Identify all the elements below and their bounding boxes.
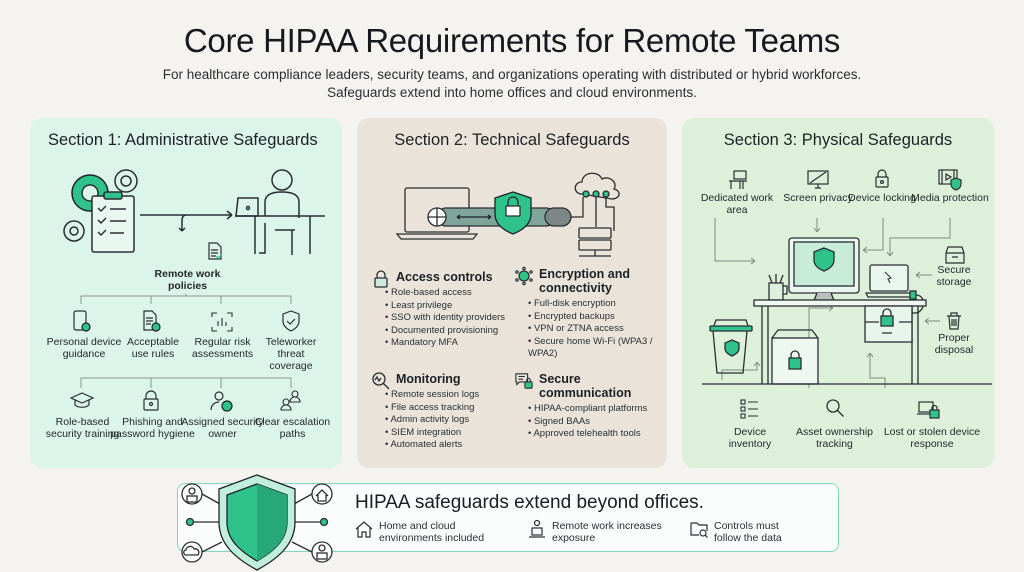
- shield-network-emblem: [172, 472, 342, 572]
- list-item: • Secure home Wi-Fi (WPA3 / WPA2): [528, 336, 665, 361]
- section1-title: Section 1: Administrative Safeguards: [48, 131, 318, 149]
- gears-clipboard-icon: [60, 168, 360, 278]
- row2-label: Phishing and password hygiene: [110, 416, 195, 440]
- bottom-label: Lost or stolen device response: [883, 426, 981, 450]
- banner-item-label: Controls must follow the data: [714, 520, 782, 544]
- graduation-cap-icon: [70, 392, 94, 410]
- page-subtitle: [0, 66, 1024, 102]
- group-title: Access controls: [396, 270, 493, 284]
- physical-safeguards-panel: [682, 118, 994, 468]
- laptop-lock-icon: [916, 400, 940, 420]
- banner-item-follow-data: [690, 520, 794, 544]
- subtitle-line-2: Safeguards extend into home offices and cloud environments.: [327, 85, 697, 100]
- top-label: Media protection: [911, 192, 989, 204]
- page-title: Core HIPAA Requirements for Remote Teams: [183, 22, 841, 59]
- remote-work-policies-label: Remote work policies: [154, 268, 221, 292]
- list-item: • Documented provisioning: [385, 325, 522, 338]
- bottom-label: Asset ownership tracking: [795, 426, 874, 450]
- scan-chart-icon: [211, 312, 233, 332]
- magnifier-pulse-icon: [372, 372, 390, 390]
- encryption-group: [515, 267, 665, 361]
- secure-communication-group: [515, 372, 665, 441]
- list-item: • Role-based access: [385, 287, 522, 300]
- group-title: Secure communication: [539, 372, 632, 400]
- secure-tunnel-illustration: [397, 168, 637, 258]
- list-item: • Admin activity logs: [385, 414, 522, 427]
- row2-label: Assigned security owner: [181, 416, 264, 440]
- list-item: • SIEM integration: [385, 427, 522, 440]
- row1-label: Personal device guidance: [46, 336, 122, 360]
- list-item: • Approved telehealth tools: [528, 428, 665, 441]
- shield-check-icon: [281, 310, 301, 332]
- banner-item-label: Home and cloud environments included: [379, 520, 485, 544]
- padlock-icon: [372, 270, 390, 288]
- user-check-icon: [210, 390, 234, 412]
- top-label: Screen privacy: [783, 192, 853, 204]
- top-label: Device locking: [848, 192, 916, 204]
- tree-connector-row2: [50, 376, 320, 391]
- subtitle-line-1: For healthcare compliance leaders, security teams, and organizations operating with distributed or hybrid workforces.: [162, 67, 862, 82]
- right-label: Secure storage: [936, 264, 972, 288]
- padlock-icon: [874, 169, 890, 189]
- storage-box-icon: [945, 246, 965, 264]
- list-item: • Signed BAAs: [528, 416, 665, 429]
- row1-label: Teleworker threat coverage: [265, 336, 317, 372]
- tree-connector-row1: [50, 294, 320, 309]
- banner-title: HIPAA safeguards extend beyond offices.: [355, 492, 704, 513]
- list-item: • Encrypted backups: [528, 311, 665, 324]
- administrative-safeguards-panel: [30, 118, 342, 468]
- remote-worker-icon: [528, 520, 546, 538]
- list-item: • Least privilege: [385, 300, 522, 313]
- row2-label: Role-based security training: [45, 416, 120, 440]
- users-icon: [280, 390, 302, 412]
- document-check-icon: [207, 242, 223, 260]
- banner-item-remote-work: [528, 520, 662, 544]
- section2-title: Section 2: Technical Safeguards: [394, 131, 630, 149]
- row1-label: Regular risk assessments: [191, 336, 254, 360]
- list-item: • VPN or ZTNA access: [528, 323, 665, 336]
- list-item: • HIPAA-compliant platforms: [528, 403, 665, 416]
- technical-safeguards-panel: [357, 118, 667, 468]
- magnifier-icon: [825, 398, 845, 418]
- desk-icon: [728, 170, 748, 190]
- padlock-icon: [142, 390, 160, 412]
- access-controls-group: [372, 270, 522, 350]
- list-item: • Remote session logs: [385, 389, 522, 402]
- folder-search-icon: [690, 520, 708, 538]
- film-shield-icon: [938, 168, 962, 190]
- right-label: Proper disposal: [934, 332, 974, 356]
- list-item: • File access tracking: [385, 402, 522, 415]
- monitor-slash-icon: [807, 170, 829, 190]
- banner-item-home-cloud: [355, 520, 499, 544]
- row2-label: Clear escalation paths: [254, 416, 331, 440]
- chat-lock-icon: [515, 372, 533, 390]
- home-icon: [355, 520, 373, 538]
- list-item: • Mandatory MFA: [385, 337, 522, 350]
- checklist-icon: [740, 399, 760, 419]
- banner-item-label: Remote work increases exposure: [552, 520, 662, 544]
- row1-label: Acceptable use rules: [127, 336, 179, 360]
- list-item: • Full-disk encryption: [528, 298, 665, 311]
- trash-icon: [946, 312, 962, 330]
- phone-check-icon: [73, 310, 91, 332]
- group-title: Monitoring: [396, 372, 461, 386]
- monitoring-group: [372, 372, 522, 452]
- section3-title: Section 3: Physical Safeguards: [723, 131, 953, 149]
- document-check-icon: [142, 310, 162, 332]
- top-label: Dedicated work area: [700, 192, 774, 216]
- list-item: • SSO with identity providers: [385, 312, 522, 325]
- network-node-icon: [515, 267, 533, 285]
- list-item: • Automated alerts: [385, 439, 522, 452]
- group-title: Encryption and connectivity: [539, 267, 630, 295]
- bottom-label: Device inventory: [728, 426, 772, 450]
